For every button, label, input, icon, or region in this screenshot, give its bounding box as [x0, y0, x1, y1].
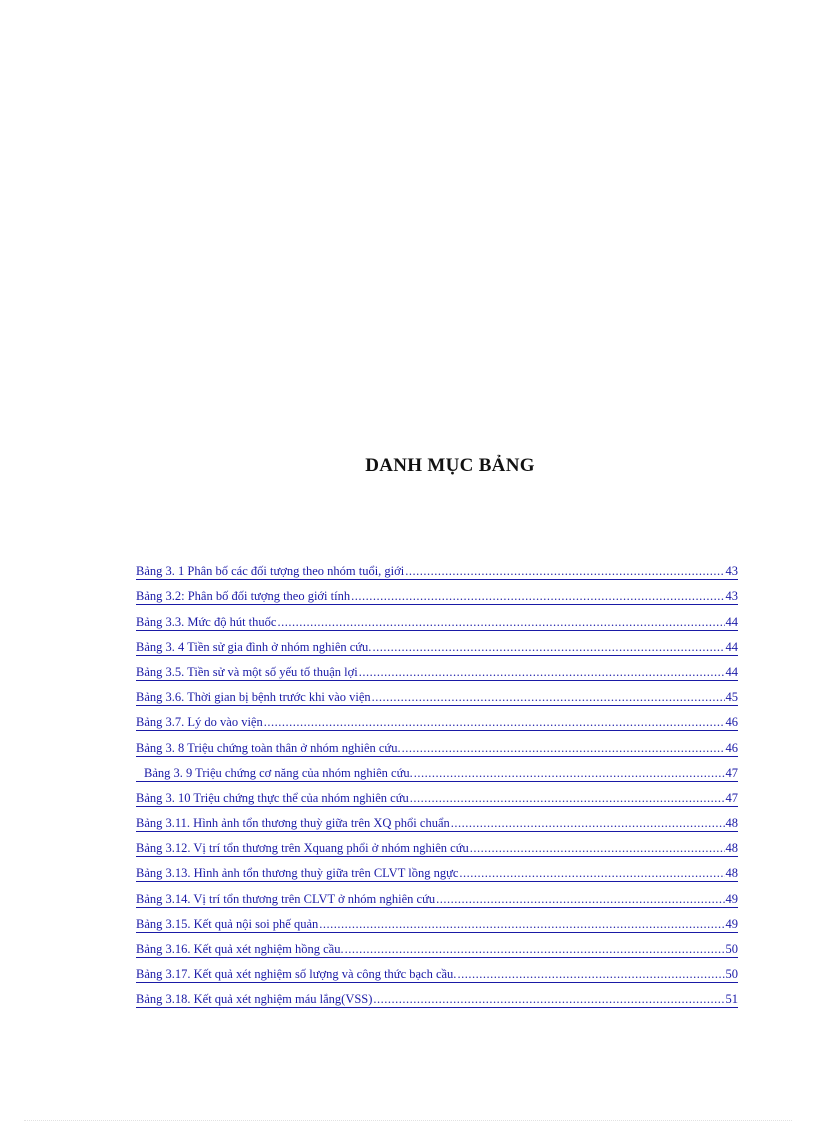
- toc-entry-bang-3-7[interactable]: [136, 707, 738, 732]
- toc-entry-label: Bảng 3.12. Vị trí tổn thương trên Xquang phổi ở nhóm nghiên cứu: [136, 841, 469, 856]
- dot-leader: [359, 665, 725, 682]
- dot-leader: [410, 791, 725, 808]
- toc-entry-label: Bảng 3.16. Kết quả xét nghiệm hồng cầu.: [136, 942, 344, 956]
- page-bottom-divider: [24, 1120, 792, 1121]
- toc-entry-bang-3-16[interactable]: [136, 934, 738, 959]
- dot-leader: [372, 690, 725, 707]
- table-list: [136, 556, 738, 1009]
- toc-entry-bang-3-6[interactable]: [136, 682, 738, 707]
- toc-entry-page: 44: [725, 614, 738, 629]
- toc-entry-bang-3-5[interactable]: [136, 657, 738, 682]
- toc-entry-page: 48: [725, 866, 738, 881]
- toc-entry-bang-3-9[interactable]: [136, 758, 738, 783]
- toc-entry-label: Bảng 3.7. Lý do vào viện: [136, 715, 263, 730]
- toc-entry-label: Bảng 3.6. Thời gian bị bệnh trước khi vào viện: [136, 690, 371, 705]
- toc-entry-bang-3-11[interactable]: [136, 808, 738, 833]
- toc-entry-label: Bảng 3. 4 Tiền sử gia đình ở nhóm nghiên cứu.: [136, 639, 372, 654]
- dot-leader: [351, 589, 724, 606]
- dot-leader: [372, 640, 724, 657]
- dot-leader: [459, 866, 724, 883]
- dot-leader: [470, 841, 725, 858]
- toc-entry-label: Bảng 3.5. Tiền sử và một số yếu tố thuận lợi: [136, 664, 358, 679]
- toc-entry-bang-3-17[interactable]: [136, 959, 738, 984]
- toc-entry-label: Bảng 3. 8 Triệu chứng toàn thân ở nhóm nghiên cứu.: [136, 740, 401, 755]
- toc-entry-page: 49: [725, 891, 738, 906]
- toc-entry-label: Bảng 3.13. Hình ảnh tổn thương thuỳ giữa trên CLVT lồng ngực: [136, 866, 459, 881]
- toc-entry-bang-3-15[interactable]: [136, 909, 738, 934]
- toc-entry-page: 47: [725, 765, 738, 780]
- toc-entry-page: 44: [725, 664, 738, 679]
- toc-entry-page: 48: [725, 841, 738, 856]
- page-title: DANH MỤC BẢNG: [365, 455, 535, 476]
- toc-entry-page: 46: [725, 715, 738, 730]
- toc-entry-label: Bảng 3.18. Kết quả xét nghiệm máu lắng(VSS): [136, 992, 373, 1007]
- dot-leader: [277, 615, 724, 632]
- dot-leader: [436, 892, 724, 909]
- toc-entry-page: 46: [725, 740, 738, 755]
- toc-entry-page: 50: [725, 967, 738, 982]
- dot-leader: [264, 715, 725, 732]
- toc-entry-bang-3-12[interactable]: [136, 833, 738, 858]
- toc-entry-label: Bảng 3.2: Phân bố đối tượng theo giới tính: [136, 589, 351, 604]
- dot-leader: [373, 992, 724, 1009]
- toc-entry-page: 43: [725, 564, 738, 579]
- toc-entry-bang-3-10[interactable]: [136, 783, 738, 808]
- toc-entry-page: 44: [725, 639, 738, 654]
- toc-entry-label: Bảng 3. 10 Triệu chứng thực thể của nhóm nghiên cứu: [136, 790, 409, 805]
- toc-entry-label: Bảng 3. 1 Phân bố các đối tượng theo nhóm tuổi, giới: [136, 564, 405, 579]
- toc-entry-bang-3-1[interactable]: [136, 556, 738, 581]
- toc-entry-bang-3-14[interactable]: [136, 883, 738, 908]
- toc-entry-label: Bảng 3.3. Mức độ hút thuốc: [136, 614, 277, 629]
- toc-entry-label: Bảng 3.17. Kết quả xét nghiệm số lượng và công thức bạch cầu.: [136, 967, 457, 982]
- toc-entry-page: 50: [725, 942, 738, 956]
- toc-entry-bang-3-13[interactable]: [136, 858, 738, 883]
- dot-leader: [414, 766, 725, 783]
- dot-leader: [345, 942, 725, 959]
- toc-entry-page: 45: [725, 690, 738, 705]
- toc-entry-page: 49: [725, 916, 738, 931]
- toc-entry-bang-3-8[interactable]: [136, 732, 738, 757]
- toc-entry-page: 48: [725, 816, 738, 831]
- toc-entry-page: 47: [725, 790, 738, 805]
- toc-entry-bang-3-4[interactable]: [136, 632, 738, 657]
- toc-entry-bang-3-3[interactable]: [136, 606, 738, 631]
- toc-entry-bang-3-2[interactable]: [136, 581, 738, 606]
- dot-leader: [451, 816, 725, 833]
- toc-entry-page: 43: [725, 589, 738, 604]
- toc-entry-label: Bảng 3.14. Vị trí tổn thương trên CLVT ở nhóm nghiên cứu: [136, 891, 436, 906]
- toc-entry-label: Bảng 3. 9 Triệu chứng cơ năng của nhóm nghiên cứu.: [144, 765, 413, 780]
- dot-leader: [405, 564, 724, 581]
- dot-leader: [402, 741, 725, 758]
- toc-entry-page: 51: [725, 992, 738, 1007]
- toc-entry-label: Bảng 3.15. Kết quả nội soi phế quản: [136, 916, 319, 931]
- toc-entry-bang-3-18[interactable]: [136, 984, 738, 1009]
- dot-leader: [319, 917, 724, 934]
- dot-leader: [457, 967, 724, 984]
- toc-entry-label: Bảng 3.11. Hình ảnh tổn thương thuỳ giữa trên XQ phổi chuẩn: [136, 816, 450, 831]
